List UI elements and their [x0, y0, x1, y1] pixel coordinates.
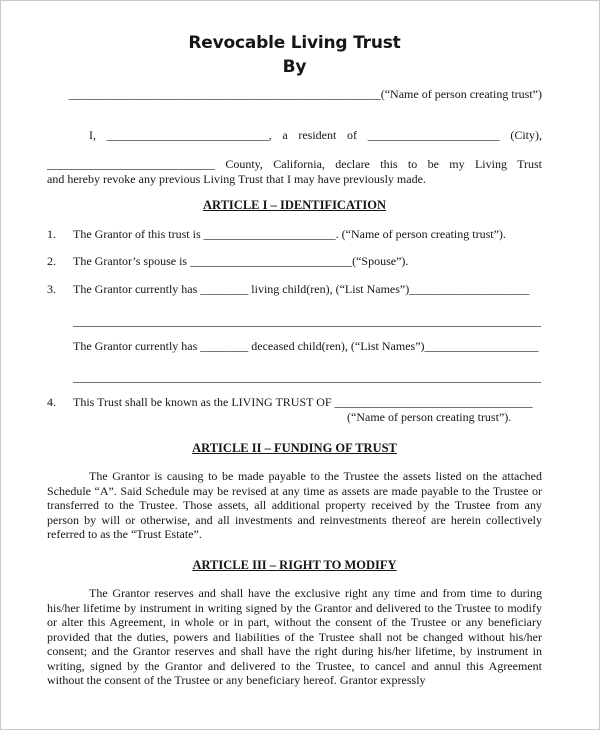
article1-heading: ARTICLE I – IDENTIFICATION [202, 198, 387, 212]
item2-number: 2. [47, 254, 56, 268]
item4-text: This Trust shall be known as the LIVING TRUST OF _________________________________ [73, 394, 533, 409]
item4-caption: (“Name of person creating trust”). [347, 410, 512, 424]
item2-text: The Grantor’s spouse is ___________________________(“Spouse”). [73, 254, 409, 268]
item1-text: The Grantor of this trust is ______________________. (“Name of person creating trust”). [73, 226, 506, 241]
item3-fill-line-1: ______________________________________________________________________________ [73, 314, 541, 328]
grantor-name-line [47, 87, 542, 102]
revoke-line: and hereby revoke any previous Living Trust that I may have previously made. [47, 171, 426, 186]
county-line: ____________________________ County, California, declare this to be my Living Trust [47, 157, 542, 171]
article2-body: The Grantor is causing to be made payable to the Trustee the assets listed on the attached Schedule “A”. Said Schedule may be revised at any time as assets are made payable to the Trustee or transferred to the Trustee. Those assets, all additional property received by the Trustee from any person by will or otherwise, and all investments and reinvestments thereof are herein collectively referred to as the “Trust Estate”. [47, 469, 542, 541]
item3-text: The Grantor currently has ________ living child(ren), (“List Names”)____________________ [73, 281, 530, 296]
grantor-name-caption: (“Name of person creating trust”) [380, 87, 542, 101]
article3-heading: ARTICLE III – RIGHT TO MODIFY [192, 557, 397, 572]
list-item-2 [47, 254, 542, 269]
document-title: Revocable Living Trust [188, 33, 401, 53]
article2-heading: ARTICLE II – FUNDING OF TRUST [192, 440, 397, 455]
item3-number: 3. [47, 281, 56, 296]
item1-number: 1. [47, 226, 56, 241]
grantor-name-blank: ____________________________________________________ [68, 87, 381, 101]
list-item-4 [47, 395, 542, 410]
item4-number: 4. [47, 394, 56, 409]
article3-body: The Grantor reserves and shall have the exclusive right any time and from time to during his/her lifetime by instrument in writing signed by the Grantor and delivered to the Trustee to modify or alter this Agreement, in whole or in part, without the consent of the Trustee or any beneficiary provided that the duties, powers and liabilities of the Trustee shall not be changed without his/her consent; and the Grantor reserves and shall have the right during his/her lifetime, by instrument in writing, signed by the Grantor and delivered to the Trustee, to cancel and annul this Agreement without the consent of the Trustee or any beneficiary hereof. Grantor expressly [47, 586, 542, 687]
intro-line: I, ___________________________, a resident of ______________________ (City), [89, 127, 542, 142]
list-item-3 [47, 282, 542, 297]
document-byline: By [282, 57, 307, 77]
item3-fill-line-2: ______________________________________________________________________________ [73, 370, 541, 384]
item3-deceased-text: The Grantor currently has ________ deceased child(ren), (“List Names”)___________________ [73, 338, 539, 353]
list-item-1 [47, 227, 542, 242]
